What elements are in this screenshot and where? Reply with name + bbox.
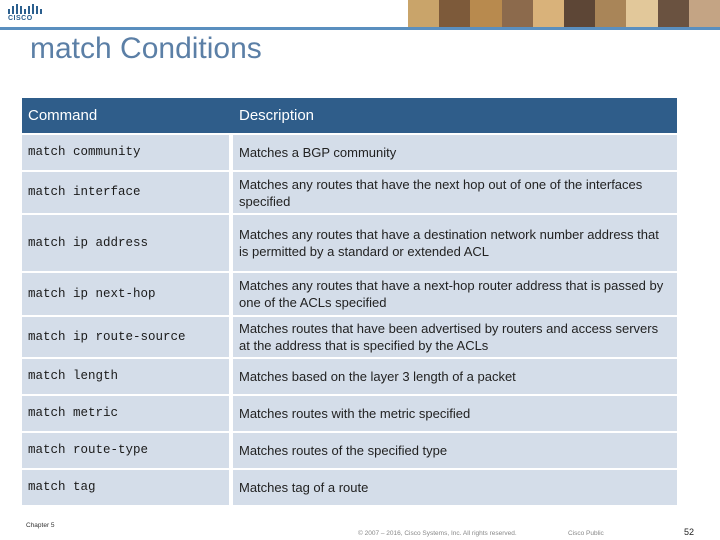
header-photo-tile	[689, 0, 720, 27]
classification-label: Cisco Public	[568, 530, 604, 537]
command-cell: match ip next-hop	[22, 273, 233, 315]
header-photo-tile	[564, 0, 595, 27]
slide-header	[0, 0, 720, 27]
table-row	[22, 433, 677, 468]
column-header-description: Description	[233, 98, 677, 133]
header-photo-tile	[533, 0, 564, 27]
command-cell: match ip address	[22, 215, 233, 271]
description-cell: Matches any routes that have the next hop out of one of the interfaces specified	[233, 172, 677, 213]
header-photo-tile	[439, 0, 470, 27]
command-cell: match route-type	[22, 433, 233, 468]
command-cell: match ip route-source	[22, 317, 233, 357]
header-photo-tile	[470, 0, 501, 27]
table-row	[22, 172, 677, 213]
description-cell: Matches routes that have been advertised by routers and access servers at the address that is specified by the ACLs	[233, 317, 677, 357]
table-row	[22, 215, 677, 271]
description-cell: Matches a BGP community	[233, 135, 677, 170]
cisco-logo-text: CISCO	[8, 15, 33, 22]
cisco-bars-icon	[8, 4, 42, 14]
cisco-logo	[8, 4, 42, 24]
header-photo-tile	[502, 0, 533, 27]
slide-footer	[0, 520, 720, 540]
slide-title: match Conditions	[30, 32, 262, 65]
command-cell: match community	[22, 135, 233, 170]
command-cell: match interface	[22, 172, 233, 213]
table-row	[22, 273, 677, 315]
chapter-label: Chapter 5	[26, 522, 55, 529]
description-cell: Matches based on the layer 3 length of a packet	[233, 359, 677, 394]
page-number: 52	[684, 527, 695, 537]
header-photo-tile	[595, 0, 626, 27]
description-cell: Matches any routes that have a next-hop router address that is passed by one of the ACLs specified	[233, 273, 677, 315]
copyright-notice: © 2007 – 2016, Cisco Systems, Inc. All rights reserved.	[358, 530, 517, 537]
description-cell: Matches routes with the metric specified	[233, 396, 677, 431]
table-row	[22, 470, 677, 505]
match-conditions-table	[22, 96, 677, 507]
table-header-row	[22, 98, 677, 133]
header-photo-tile	[626, 0, 657, 27]
description-cell: Matches any routes that have a destination network number address that is permitted by a standard or extended ACL	[233, 215, 677, 271]
command-cell: match metric	[22, 396, 233, 431]
header-photo-tile	[408, 0, 439, 27]
header-photo-strip	[408, 0, 720, 27]
table-row	[22, 359, 677, 394]
column-header-command: Command	[22, 98, 233, 133]
header-divider	[0, 27, 720, 30]
table-row	[22, 135, 677, 170]
table-row	[22, 317, 677, 357]
command-cell: match tag	[22, 470, 233, 505]
command-cell: match length	[22, 359, 233, 394]
description-cell: Matches tag of a route	[233, 470, 677, 505]
header-photo-tile	[658, 0, 689, 27]
description-cell: Matches routes of the specified type	[233, 433, 677, 468]
table-row	[22, 396, 677, 431]
